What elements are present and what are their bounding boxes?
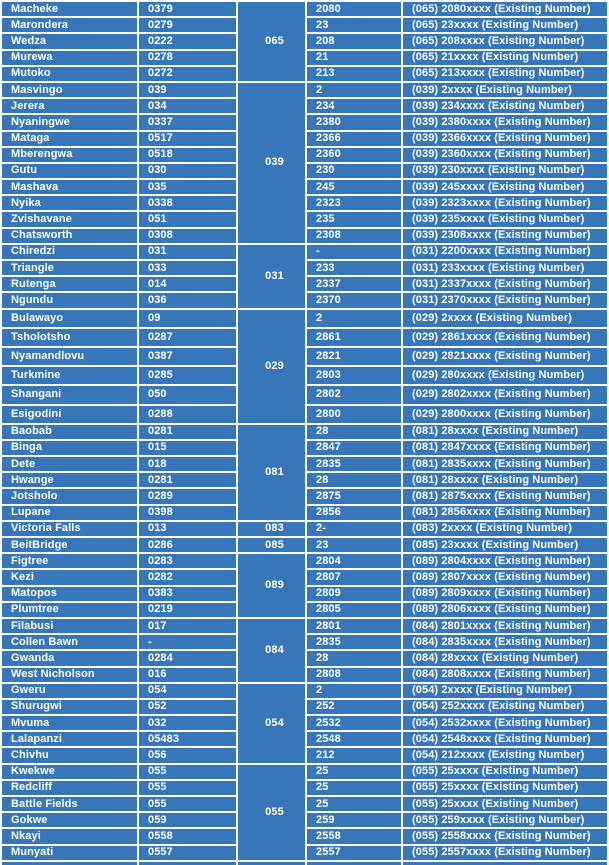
- old-code-cell: 0383: [139, 587, 238, 603]
- old-code-cell: 033: [139, 261, 238, 277]
- area-code-cell: 031: [238, 245, 307, 310]
- number-format-cell: (029) 2861xxxx (Existing Number): [403, 329, 609, 348]
- number-format-cell: (084) 2808xxxx (Existing Number): [403, 668, 609, 684]
- number-format-cell: (083) 2xxxx (Existing Number): [403, 522, 609, 538]
- old-code-cell: 0272: [139, 67, 238, 83]
- number-format-cell: (039) 2308xxxx (Existing Number): [403, 229, 609, 245]
- new-prefix-cell: 25: [307, 765, 403, 781]
- old-code-cell: 030: [139, 164, 238, 180]
- town-cell: Kezi: [2, 570, 139, 586]
- new-prefix-cell: 2835: [307, 635, 403, 651]
- old-code-cell: 0222: [139, 34, 238, 50]
- number-format-cell: (039) 2xxxx (Existing Number): [403, 83, 609, 99]
- new-prefix-cell: 21: [307, 51, 403, 67]
- town-cell: Rutenga: [2, 277, 139, 293]
- number-format-cell: (065) 213xxxx (Existing Number): [403, 67, 609, 83]
- town-cell: Esigodini: [2, 406, 139, 425]
- number-format-cell: (065) 2080xxxx (Existing Number): [403, 2, 609, 18]
- table-row: [2, 2, 609, 18]
- town-cell: Victoria Falls: [2, 522, 139, 538]
- old-code-cell: 051: [139, 212, 238, 228]
- town-cell: Hwange: [2, 473, 139, 489]
- old-code-cell: 0387: [139, 348, 238, 367]
- new-prefix-cell: 234: [307, 99, 403, 115]
- old-code-cell: -: [139, 635, 238, 651]
- number-format-cell: (054) 252xxxx (Existing Number): [403, 700, 609, 716]
- new-prefix-cell: 2: [307, 684, 403, 700]
- new-prefix-cell: 2809: [307, 587, 403, 603]
- old-code-cell: 0285: [139, 367, 238, 386]
- old-code-cell: 0287: [139, 329, 238, 348]
- town-cell: Mberengwa: [2, 148, 139, 164]
- new-prefix-cell: 259: [307, 813, 403, 829]
- town-cell: West Nicholson: [2, 668, 139, 684]
- new-prefix-cell: 2370: [307, 293, 403, 309]
- number-format-cell: (039) 230xxxx (Existing Number): [403, 164, 609, 180]
- old-code-cell: 0517: [139, 132, 238, 148]
- number-format-cell: (055) 25xxxx (Existing Number): [403, 765, 609, 781]
- old-code-cell: 0518: [139, 148, 238, 164]
- new-prefix-cell: 2380: [307, 115, 403, 131]
- old-code-cell: 0337: [139, 115, 238, 131]
- new-prefix-cell: 2: [307, 310, 403, 329]
- town-cell: Gokwe: [2, 813, 139, 829]
- number-format-cell: (039) 2360xxxx (Existing Number): [403, 148, 609, 164]
- table-row: [2, 765, 609, 781]
- town-cell: Chatsworth: [2, 229, 139, 245]
- town-cell: Chivhu: [2, 748, 139, 764]
- new-prefix-cell: 2: [307, 83, 403, 99]
- town-cell: Redcliff: [2, 781, 139, 797]
- number-format-cell: (065) 21xxxx (Existing Number): [403, 51, 609, 67]
- town-cell: Dete: [2, 457, 139, 473]
- new-prefix-cell: 2835: [307, 457, 403, 473]
- town-cell: Ngundu: [2, 293, 139, 309]
- table-row: [2, 538, 609, 554]
- town-cell: Shurugwi: [2, 700, 139, 716]
- new-prefix-cell: 2323: [307, 196, 403, 212]
- new-prefix-cell: 208: [307, 34, 403, 50]
- number-format-cell: (039) 2323xxxx (Existing Number): [403, 196, 609, 212]
- number-format-cell: (084) 2801xxxx (Existing Number): [403, 619, 609, 635]
- town-cell: Plumtree: [2, 603, 139, 619]
- new-prefix-cell: -: [307, 245, 403, 261]
- table-row: [2, 245, 609, 261]
- town-cell: Gweru: [2, 684, 139, 700]
- area-code-cell: 039: [238, 83, 307, 245]
- old-code-cell: 052: [139, 700, 238, 716]
- town-cell: Nyaningwe: [2, 115, 139, 131]
- number-format-cell: (084) 28xxxx (Existing Number): [403, 651, 609, 667]
- town-cell: Masvingo: [2, 83, 139, 99]
- town-cell: Mvuma: [2, 716, 139, 732]
- table-row: [2, 310, 609, 329]
- new-prefix-cell: 230: [307, 164, 403, 180]
- area-code-cell: 054: [238, 684, 307, 765]
- old-code-cell: 0284: [139, 651, 238, 667]
- town-cell: Binga: [2, 441, 139, 457]
- town-cell: Battle Fields: [2, 797, 139, 813]
- number-format-cell: (055) 25xxxx (Existing Number): [403, 797, 609, 813]
- old-code-cell: 036: [139, 293, 238, 309]
- number-format-cell: (055) 259xxxx (Existing Number): [403, 813, 609, 829]
- number-format-cell: (039) 245xxxx (Existing Number): [403, 180, 609, 196]
- old-code-cell: 031: [139, 245, 238, 261]
- town-cell: Wedza: [2, 34, 139, 50]
- new-prefix-cell: 23: [307, 18, 403, 34]
- new-prefix-cell: 2532: [307, 716, 403, 732]
- new-prefix-cell: 28: [307, 473, 403, 489]
- new-prefix-cell: 2808: [307, 668, 403, 684]
- number-format-cell: (089) 2804xxxx (Existing Number): [403, 554, 609, 570]
- town-cell: Lupane: [2, 506, 139, 522]
- town-cell: Mataga: [2, 132, 139, 148]
- area-code-cell: 029: [238, 310, 307, 425]
- new-prefix-cell: 2802: [307, 386, 403, 405]
- number-format-cell: (031) 2200xxxx (Existing Number): [403, 245, 609, 261]
- old-code-cell: 0278: [139, 51, 238, 67]
- number-format-cell: (055) 2557xxxx (Existing Number): [403, 846, 609, 862]
- old-code-cell: 0379: [139, 2, 238, 18]
- number-format-cell: (029) 280xxxx (Existing Number): [403, 367, 609, 386]
- new-prefix-cell: 2801: [307, 619, 403, 635]
- town-cell: Marondera: [2, 18, 139, 34]
- number-format-cell: (039) 2366xxxx (Existing Number): [403, 132, 609, 148]
- new-prefix-cell: 212: [307, 748, 403, 764]
- table-row: [2, 83, 609, 99]
- table-row: [2, 554, 609, 570]
- town-cell: Gutu: [2, 164, 139, 180]
- number-format-cell: (081) 28xxxx (Existing Number): [403, 425, 609, 441]
- new-prefix-cell: 235: [307, 212, 403, 228]
- town-cell: Filabusi: [2, 619, 139, 635]
- number-format-cell: (029) 2821xxxx (Existing Number): [403, 348, 609, 367]
- town-cell: Shangani: [2, 386, 139, 405]
- town-cell: Lalapanzi: [2, 732, 139, 748]
- number-format-cell: (054) 2548xxxx (Existing Number): [403, 732, 609, 748]
- number-format-cell: (055) 25xxxx (Existing Number): [403, 781, 609, 797]
- old-code-cell: 013: [139, 522, 238, 538]
- town-cell: Mutoko: [2, 67, 139, 83]
- new-prefix-cell: 28: [307, 425, 403, 441]
- old-code-cell: 034: [139, 99, 238, 115]
- number-format-cell: (031) 2337xxxx (Existing Number): [403, 277, 609, 293]
- number-format-cell: (081) 2856xxxx (Existing Number): [403, 506, 609, 522]
- old-code-cell: 032: [139, 716, 238, 732]
- town-cell: Murewa: [2, 51, 139, 67]
- town-cell: BeitBridge: [2, 538, 139, 554]
- area-code-cell: 083: [238, 522, 307, 538]
- number-format-cell: (055) 2558xxxx (Existing Number): [403, 829, 609, 845]
- new-prefix-cell: 2847: [307, 441, 403, 457]
- new-prefix-cell: 245: [307, 180, 403, 196]
- new-prefix-cell: 2800: [307, 406, 403, 425]
- old-code-cell: 055: [139, 797, 238, 813]
- old-code-cell: 039: [139, 83, 238, 99]
- old-code-cell: 09: [139, 310, 238, 329]
- new-prefix-cell: 252: [307, 700, 403, 716]
- town-cell: Turkmine: [2, 367, 139, 386]
- table-row: [2, 619, 609, 635]
- old-code-cell: 0219: [139, 603, 238, 619]
- town-cell: Nyamandlovu: [2, 348, 139, 367]
- number-format-cell: (081) 2847xxxx (Existing Number): [403, 441, 609, 457]
- town-cell: Nyika: [2, 196, 139, 212]
- area-code-cell: 055: [238, 765, 307, 862]
- new-prefix-cell: 2-: [307, 522, 403, 538]
- new-prefix-cell: 2856: [307, 506, 403, 522]
- area-code-cell: 089: [238, 554, 307, 619]
- number-format-cell: (065) 208xxxx (Existing Number): [403, 34, 609, 50]
- town-cell: Tsholotsho: [2, 329, 139, 348]
- town-cell: Munyati: [2, 846, 139, 862]
- town-cell: Jotsholo: [2, 489, 139, 505]
- number-format-cell: (031) 2370xxxx (Existing Number): [403, 293, 609, 309]
- number-format-cell: (031) 233xxxx (Existing Number): [403, 261, 609, 277]
- new-prefix-cell: 2548: [307, 732, 403, 748]
- town-cell: Matopos: [2, 587, 139, 603]
- new-prefix-cell: 2557: [307, 846, 403, 862]
- town-cell: Chiredzi: [2, 245, 139, 261]
- town-cell: Figtree: [2, 554, 139, 570]
- new-prefix-cell: 2366: [307, 132, 403, 148]
- new-prefix-cell: 2803: [307, 367, 403, 386]
- town-cell: Macheke: [2, 2, 139, 18]
- number-format-cell: (081) 28xxxx (Existing Number): [403, 473, 609, 489]
- new-prefix-cell: 2337: [307, 277, 403, 293]
- number-format-cell: (029) 2802xxxx (Existing Number): [403, 386, 609, 405]
- number-format-cell: (039) 234xxxx (Existing Number): [403, 99, 609, 115]
- number-format-cell: (089) 2806xxxx (Existing Number): [403, 603, 609, 619]
- new-prefix-cell: 2805: [307, 603, 403, 619]
- area-code-cell: 085: [238, 538, 307, 554]
- old-code-cell: 0558: [139, 829, 238, 845]
- new-prefix-cell: 2080: [307, 2, 403, 18]
- old-code-cell: 0283: [139, 554, 238, 570]
- old-code-cell: 017: [139, 619, 238, 635]
- old-code-cell: 055: [139, 765, 238, 781]
- number-format-cell: (054) 212xxxx (Existing Number): [403, 748, 609, 764]
- area-code-table-body: [2, 2, 609, 865]
- number-format-cell: (054) 2532xxxx (Existing Number): [403, 716, 609, 732]
- new-prefix-cell: 2861: [307, 329, 403, 348]
- new-prefix-cell: 28: [307, 651, 403, 667]
- new-prefix-cell: 25: [307, 797, 403, 813]
- old-code-cell: 0338: [139, 196, 238, 212]
- town-cell: Gwanda: [2, 651, 139, 667]
- town-cell: Nkayi: [2, 829, 139, 845]
- old-code-cell: 0308: [139, 229, 238, 245]
- old-code-cell: 0282: [139, 570, 238, 586]
- new-prefix-cell: 2804: [307, 554, 403, 570]
- number-format-cell: (039) 235xxxx (Existing Number): [403, 212, 609, 228]
- number-format-cell: (029) 2800xxxx (Existing Number): [403, 406, 609, 425]
- old-code-cell: 015: [139, 441, 238, 457]
- number-format-cell: (084) 2835xxxx (Existing Number): [403, 635, 609, 651]
- number-format-cell: (054) 2xxxx (Existing Number): [403, 684, 609, 700]
- old-code-cell: 0398: [139, 506, 238, 522]
- old-code-cell: 016: [139, 668, 238, 684]
- number-format-cell: (085) 23xxxx (Existing Number): [403, 538, 609, 554]
- area-code-cell: 081: [238, 425, 307, 522]
- new-prefix-cell: 23: [307, 538, 403, 554]
- old-code-cell: 0557: [139, 846, 238, 862]
- number-format-cell: (089) 2809xxxx (Existing Number): [403, 587, 609, 603]
- table-row: [2, 522, 609, 538]
- number-format-cell: (029) 2xxxx (Existing Number): [403, 310, 609, 329]
- area-code-cell: 084: [238, 619, 307, 684]
- table-row: [2, 425, 609, 441]
- town-cell: Triangle: [2, 261, 139, 277]
- old-code-cell: 035: [139, 180, 238, 196]
- number-format-cell: (065) 23xxxx (Existing Number): [403, 18, 609, 34]
- number-format-cell: (039) 2380xxxx (Existing Number): [403, 115, 609, 131]
- old-code-cell: 0289: [139, 489, 238, 505]
- number-format-cell: (081) 2835xxxx (Existing Number): [403, 457, 609, 473]
- new-prefix-cell: 25: [307, 781, 403, 797]
- old-code-cell: 0281: [139, 473, 238, 489]
- new-prefix-cell: 2558: [307, 829, 403, 845]
- town-cell: Baobab: [2, 425, 139, 441]
- town-cell: Bulawayo: [2, 310, 139, 329]
- old-code-cell: 056: [139, 748, 238, 764]
- old-code-cell: 050: [139, 386, 238, 405]
- new-prefix-cell: 2821: [307, 348, 403, 367]
- town-cell: Zvishavane: [2, 212, 139, 228]
- table-row: [2, 684, 609, 700]
- new-prefix-cell: 2308: [307, 229, 403, 245]
- old-code-cell: 054: [139, 684, 238, 700]
- number-format-cell: (089) 2807xxxx (Existing Number): [403, 570, 609, 586]
- new-prefix-cell: 213: [307, 67, 403, 83]
- new-prefix-cell: 233: [307, 261, 403, 277]
- old-code-cell: 05483: [139, 732, 238, 748]
- old-code-cell: 055: [139, 781, 238, 797]
- old-code-cell: 059: [139, 813, 238, 829]
- number-format-cell: (081) 2875xxxx (Existing Number): [403, 489, 609, 505]
- new-prefix-cell: 2807: [307, 570, 403, 586]
- area-code-cell: 065: [238, 2, 307, 83]
- town-cell: Mashava: [2, 180, 139, 196]
- town-cell: Kwekwe: [2, 765, 139, 781]
- old-code-cell: 0279: [139, 18, 238, 34]
- new-prefix-cell: 2360: [307, 148, 403, 164]
- old-code-cell: 018: [139, 457, 238, 473]
- new-prefix-cell: 2875: [307, 489, 403, 505]
- town-cell: Collen Bawn: [2, 635, 139, 651]
- old-code-cell: 0286: [139, 538, 238, 554]
- town-cell: Jerera: [2, 99, 139, 115]
- old-code-cell: 014: [139, 277, 238, 293]
- old-code-cell: 0288: [139, 406, 238, 425]
- old-code-cell: 0281: [139, 425, 238, 441]
